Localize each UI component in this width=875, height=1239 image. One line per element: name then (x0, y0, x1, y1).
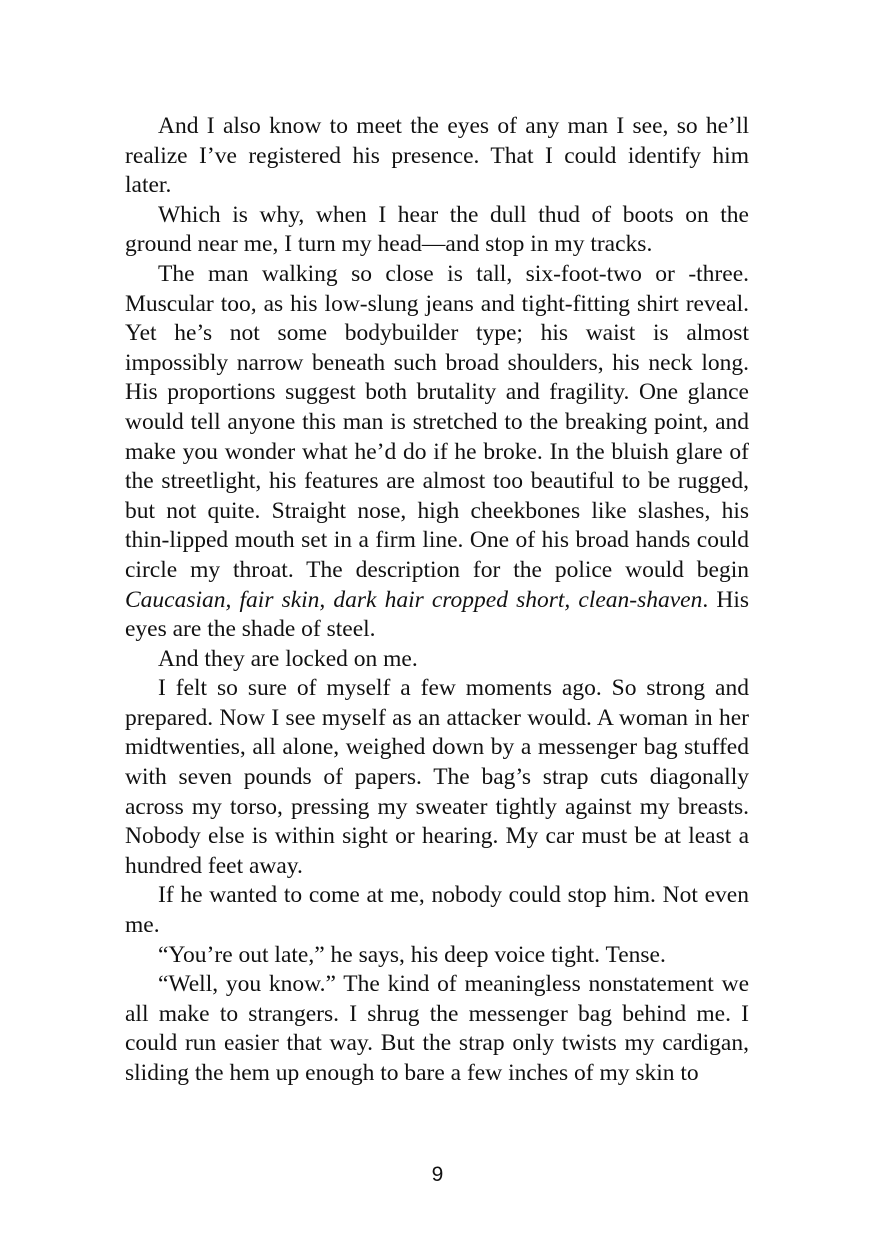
paragraph-8: “Well, you know.” The kind of meaningless nonstatement we all make to strangers. I shrug the messenger bag behind me. I could run easier that way. But the strap only twists my cardigan, sliding the hem up enough to bare a few inches of my skin to (125, 971, 749, 1086)
page-number: 9 (431, 1163, 444, 1186)
paragraph-3-text-after: . His eyes are the shade of steel. (125, 586, 749, 643)
paragraph-3-text-before: The man walking so close is tall, six-foot-two or -three. Muscular too, as his low-slung jeans and tight-fitting shirt reveal. Yet he’s not some bodybuilder type; his waist is almost impossibly narrow beneath such broad shoulders, his neck long. His proportions suggest both brutality and fragility. One glance would tell anyone this man is stretched to the breaking point, and make you wonder what he’d do if he broke. In the bluish glare of the streetlight, his features are almost too beautiful to be rugged, but not quite. Straight nose, high cheekbones like slashes, his thin-lipped mouth set in a firm line. One of his broad hands could circle my throat. The description for the police would begin (125, 260, 749, 583)
paragraph-1: And I also know to meet the eyes of any man I see, so he’ll realize I’ve registered his presence. That I could identify him later. (125, 113, 749, 199)
paragraph-2: Which is why, when I hear the dull thud of boots on the ground near me, I turn my head—and stop in my tracks. (125, 201, 749, 258)
paragraph-7: “You’re out late,” he says, his deep voice tight. Tense. (158, 941, 666, 968)
paragraph-4: And they are locked on me. (158, 645, 418, 672)
paragraph-3-italic-description: Caucasian, fair skin, dark hair cropped short, clean-shaven (125, 586, 703, 613)
paragraph-6: If he wanted to come at me, nobody could stop him. Not even me. (125, 882, 749, 939)
paragraph-5: I felt so sure of myself a few moments ago. So strong and prepared. Now I see myself as an attacker would. A woman in her midtwenties, all alone, weighed down by a messenger bag stuffed with seven pounds of papers. The bag’s strap cuts diagonally across my torso, pressing my sweater tightly against my breasts. Nobody else is within sight or hearing. My car must be at least a hundred feet away. (125, 675, 749, 879)
body-text (125, 112, 749, 1089)
paragraph-3 (125, 260, 749, 645)
